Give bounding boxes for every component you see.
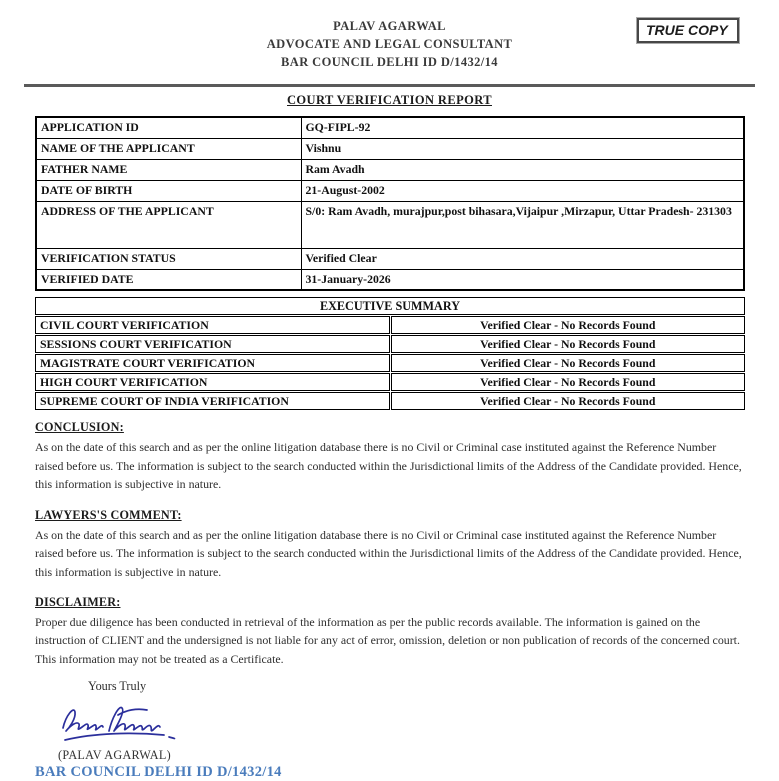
closing-text: Yours Truly <box>88 679 147 694</box>
table-row <box>35 392 745 410</box>
section-conclusion <box>35 420 747 494</box>
row-value-cell: S/0: Ram Avadh, murajpur,post bihasara,Vijaipur ,Mirzapur, Uttar Pradesh- 231303 <box>301 201 744 248</box>
executive-summary-title: EXECUTIVE SUMMARY <box>35 297 745 315</box>
row-value-cell: Verified Clear - No Records Found <box>391 335 746 353</box>
section-body: Proper due diligence has been conducted in retrieval of the information as per the public records available. The information is gained on the instruction of CLIENT and the undersigned is not liable for any act of error, omission, deletion or non publication of records of the concerned court. This information may not be treated as a Certificate. <box>35 614 740 666</box>
section-body: As on the date of this search and as per the online litigation database there is no Civil or Criminal case instituted against the Reference Number raised before us. The information is subject to the search conducted within the Jurisdictional limits of the Address of the Candidate provided. Hence, this information is subjective in nature. <box>35 440 742 492</box>
row-value-cell: Ram Avadh <box>301 159 744 180</box>
table-row <box>35 373 745 391</box>
row-label-cell: VERIFICATION STATUS <box>36 248 301 269</box>
executive-summary-table <box>34 296 746 411</box>
section-heading: LAWYERS'S COMMENT: <box>35 507 182 522</box>
true-copy-stamp: TRUE COPY <box>637 18 739 43</box>
section-heading: DISCLAIMER: <box>35 594 121 609</box>
row-label-cell: HIGH COURT VERIFICATION <box>35 373 390 391</box>
section-heading: CONCLUSION: <box>35 420 124 434</box>
row-label-cell: MAGISTRATE COURT VERIFICATION <box>35 354 390 372</box>
section-lawyers-comment <box>35 508 747 582</box>
row-label-cell: FATHER NAME <box>36 159 301 180</box>
row-value-cell: 21-August-2002 <box>301 180 744 201</box>
row-value-cell: Verified Clear - No Records Found <box>391 354 746 372</box>
row-value-cell: GQ-FIPL-92 <box>301 117 744 138</box>
advocate-name: PALAV AGARWAL <box>333 19 446 33</box>
row-label-cell: DATE OF BIRTH <box>36 180 301 201</box>
row-value-cell: Verified Clear - No Records Found <box>391 392 746 410</box>
advocate-title: ADVOCATE AND LEGAL CONSULTANT <box>266 37 513 51</box>
row-label-cell: NAME OF THE APPLICANT <box>36 138 301 159</box>
row-label-cell: SESSIONS COURT VERIFICATION <box>35 335 390 353</box>
row-value-cell: 31-January-2026 <box>301 269 744 290</box>
row-value-cell: Vishnu <box>301 138 744 159</box>
row-label-cell: SUPREME COURT OF INDIA VERIFICATION <box>35 392 390 410</box>
table-row <box>36 159 744 180</box>
advocate-bar-id: BAR COUNCIL DELHI ID D/1432/14 <box>281 55 498 69</box>
table-row <box>36 180 744 201</box>
row-value-cell: Verified Clear - No Records Found <box>391 316 746 334</box>
section-disclaimer <box>35 595 747 669</box>
table-row <box>36 269 744 290</box>
table-row <box>35 335 745 353</box>
table-row <box>36 138 744 159</box>
applicant-table <box>35 116 745 291</box>
divider-rule <box>24 84 755 87</box>
table-row <box>35 316 745 334</box>
row-label-cell: APPLICATION ID <box>36 117 301 138</box>
row-value-cell: Verified Clear <box>301 248 744 269</box>
row-label-cell: VERIFIED DATE <box>36 269 301 290</box>
signature-image <box>56 697 184 747</box>
bar-council-id-line: BAR COUNCIL DELHI ID D/1432/14 <box>35 764 282 781</box>
report-title: COURT VERIFICATION REPORT <box>287 93 492 107</box>
table-row <box>35 297 745 315</box>
table-row <box>36 117 744 138</box>
signatory-name: (PALAV AGARWAL) <box>58 748 171 763</box>
row-value-cell: Verified Clear - No Records Found <box>391 373 746 391</box>
row-label-cell: CIVIL COURT VERIFICATION <box>35 316 390 334</box>
table-row <box>36 201 744 248</box>
table-row <box>36 248 744 269</box>
table-row <box>35 354 745 372</box>
row-label-cell: ADDRESS OF THE APPLICANT <box>36 201 301 248</box>
section-body: As on the date of this search and as per the online litigation database there is no Civil or Criminal case instituted against the Reference Number raised before us. The information is subject to the search conducted within the Jurisdictional limits of the Address of the Candidate provided. Hence, this information is subjective in nature. <box>35 527 742 579</box>
